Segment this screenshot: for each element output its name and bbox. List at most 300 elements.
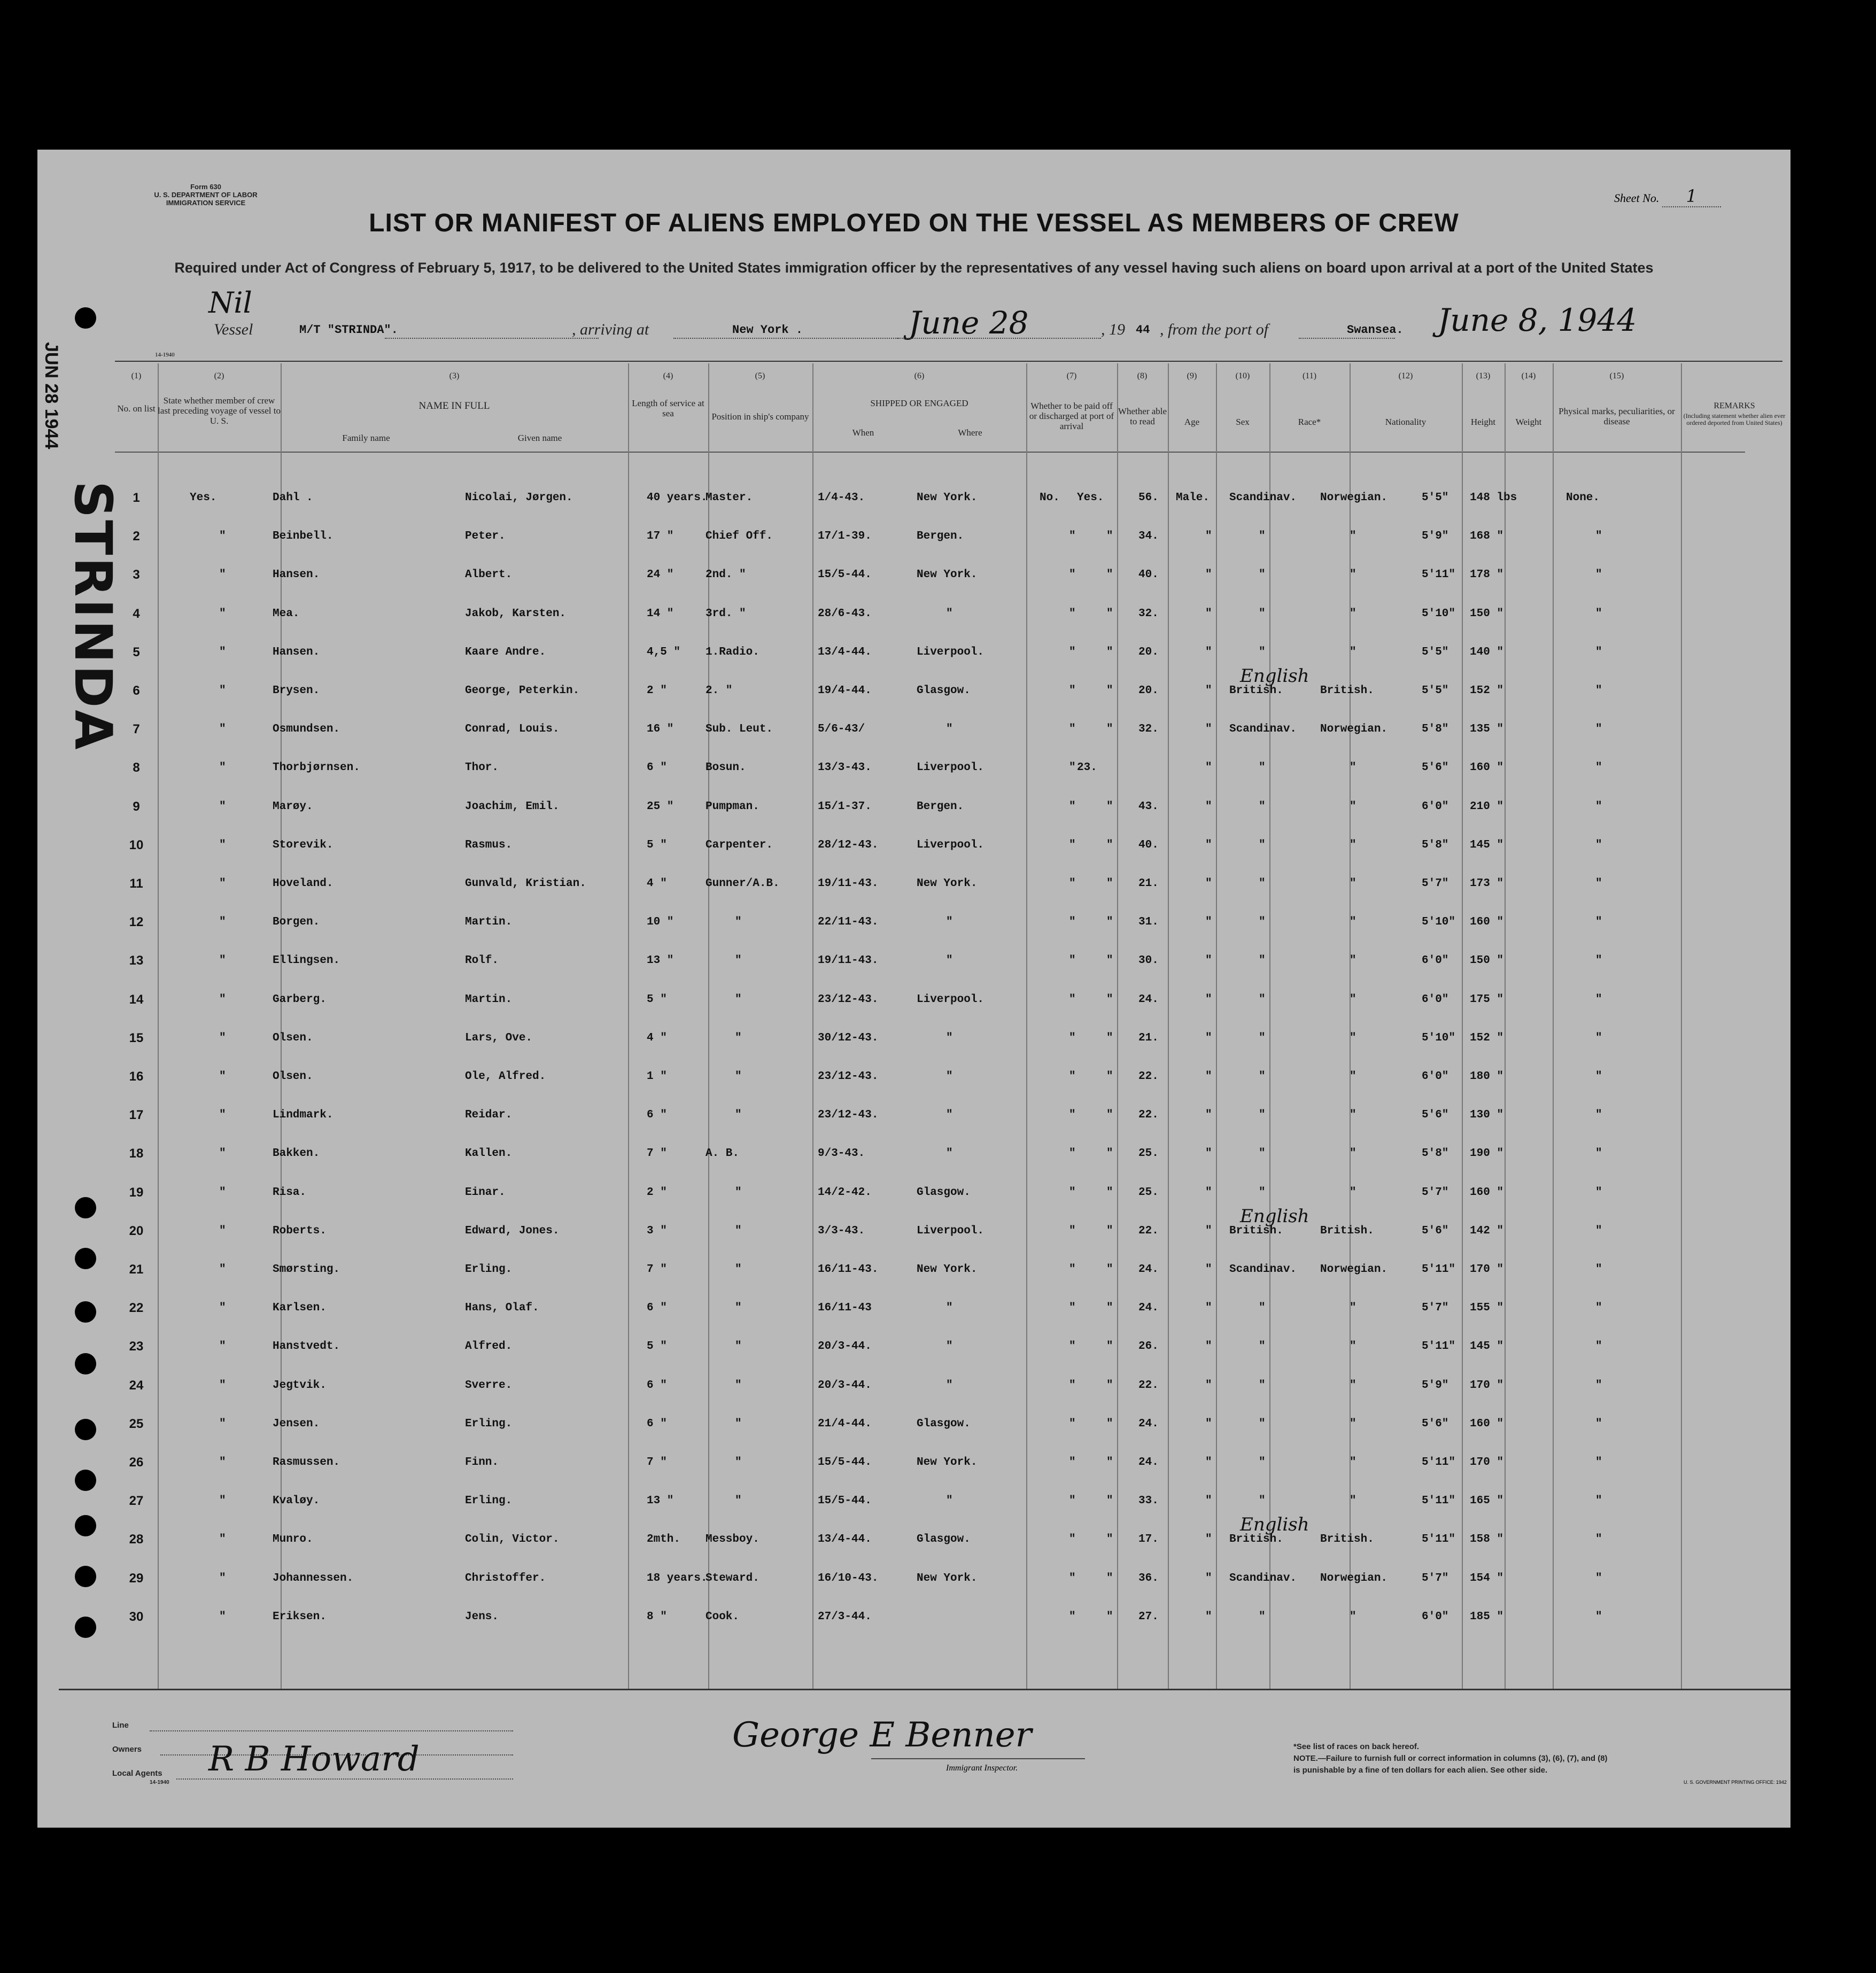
length-of-service-cell: 10 "	[647, 916, 674, 928]
weight-cell: 180 "	[1470, 1070, 1504, 1083]
shipped-when-cell: 3/3-43.	[818, 1225, 865, 1237]
race-cell: Scandinav.	[1229, 1572, 1297, 1584]
weight-cell: 170 "	[1470, 1379, 1504, 1392]
shipped-where-cell: Bergen.	[917, 801, 964, 813]
header-shipped: SHIPPED OR ENGAGED	[870, 398, 968, 408]
row-number: 8	[133, 760, 140, 775]
family-name-cell: Jensen.	[273, 1418, 320, 1430]
given-name-cell: Christoffer.	[465, 1572, 546, 1584]
row-number: 6	[133, 683, 140, 698]
nationality-cell: "	[1350, 839, 1356, 851]
length-of-service-cell: 40 years.	[647, 492, 708, 504]
age-cell: 40.	[1138, 839, 1159, 851]
header-family: Family name	[342, 433, 390, 443]
nationality-cell: "	[1350, 1109, 1356, 1121]
age-cell: 24.	[1138, 1456, 1159, 1469]
shipped-when-cell: 14/2-42.	[818, 1186, 872, 1199]
position-cell: "	[735, 1186, 742, 1199]
header-height: Height	[1470, 417, 1496, 427]
race-cell: "	[1259, 646, 1266, 658]
given-name-cell: Einar.	[465, 1186, 506, 1199]
physical-marks-cell: "	[1595, 993, 1602, 1006]
height-cell: 6'0"	[1422, 954, 1449, 967]
column-divider	[812, 363, 813, 1689]
weight-cell: 170 "	[1470, 1456, 1504, 1469]
race-cell: "	[1259, 1379, 1266, 1392]
binder-hole	[75, 1248, 96, 1269]
column-divider	[1216, 363, 1217, 1689]
column-number: (4)	[663, 371, 673, 380]
physical-marks-cell: "	[1595, 1070, 1602, 1083]
shipped-when-cell: 15/5-44.	[818, 569, 872, 581]
race-cell: "	[1259, 1070, 1266, 1083]
shipped-where-cell: New York.	[917, 1572, 978, 1584]
weight-cell: 158 "	[1470, 1533, 1504, 1545]
physical-marks-cell: "	[1595, 1533, 1602, 1545]
race-cell: "	[1259, 954, 1266, 967]
race-cell: "	[1259, 801, 1266, 813]
year-prefix: , 19	[1101, 321, 1125, 338]
family-name-cell: Kvaløy.	[273, 1495, 320, 1507]
shipped-where-cell: "	[946, 954, 953, 967]
physical-marks-cell: "	[1595, 839, 1602, 851]
length-of-service-cell: 6 "	[647, 1379, 667, 1392]
able-to-read-cell: "	[1106, 877, 1113, 890]
weight-cell: 175 "	[1470, 993, 1504, 1006]
handwritten-vessel-name: STRINDA	[63, 481, 123, 752]
length-of-service-cell: 18 years.	[647, 1572, 708, 1584]
given-name-cell: Erling.	[465, 1418, 513, 1430]
state-cell: "	[219, 1379, 226, 1392]
note-fine-1: NOTE.—Failure to furnish full or correct information in columns (3), (6), (7), and (8)	[1293, 1754, 1608, 1763]
able-to-read-cell: "	[1106, 954, 1113, 967]
position-cell: "	[735, 1032, 742, 1044]
row-number: 15	[129, 1031, 144, 1045]
paid-off-cell: "	[1069, 1533, 1076, 1545]
shipped-where-cell: "	[946, 1032, 953, 1044]
family-name-cell: Hoveland.	[273, 877, 334, 890]
binder-hole	[75, 1353, 96, 1374]
height-cell: 5'8"	[1422, 839, 1449, 851]
from-label: , from the port of	[1160, 321, 1269, 338]
position-cell: "	[735, 1379, 742, 1392]
shipped-when-cell: 13/4-44.	[818, 646, 872, 658]
row-number: 2	[133, 529, 140, 543]
column-number: (10)	[1235, 371, 1250, 380]
race-cell: Scandinav.	[1229, 492, 1297, 504]
column-number: (3)	[449, 371, 460, 380]
shipped-where-cell: "	[946, 1302, 953, 1314]
weight-cell: 140 "	[1470, 646, 1504, 658]
given-name-cell: Colin, Victor.	[465, 1533, 560, 1545]
shipped-where-cell: New York.	[917, 877, 978, 890]
sex-cell: "	[1205, 1495, 1212, 1507]
age-cell: 21.	[1138, 877, 1159, 890]
physical-marks-cell: "	[1595, 1495, 1602, 1507]
paid-off-cell: "	[1069, 723, 1076, 735]
race-correction-note: English	[1240, 665, 1309, 687]
column-divider	[1462, 363, 1463, 1689]
paid-off-cell: "	[1069, 1495, 1076, 1507]
state-cell: "	[219, 1302, 226, 1314]
length-of-service-cell: 8 "	[647, 1611, 667, 1623]
height-cell: 5'11"	[1422, 1533, 1456, 1545]
shipped-when-cell: 13/4-44.	[818, 1533, 872, 1545]
weight-cell: 145 "	[1470, 1340, 1504, 1353]
state-cell: "	[219, 569, 226, 581]
paid-off-cell: "	[1069, 1456, 1076, 1469]
column-divider	[1168, 363, 1169, 1689]
shipped-when-cell: 20/3-44.	[818, 1379, 872, 1392]
sex-cell: "	[1205, 1032, 1212, 1044]
age-cell: 21.	[1138, 1032, 1159, 1044]
footer-owners-label: Owners	[112, 1745, 142, 1754]
row-number: 18	[129, 1146, 144, 1161]
row-number: 7	[133, 722, 140, 736]
shipped-where-cell: Glasgow.	[917, 1533, 971, 1545]
height-cell: 6'0"	[1422, 993, 1449, 1006]
paid-off-cell: "	[1069, 762, 1076, 774]
paid-off-cell: "	[1069, 916, 1076, 928]
state-cell: "	[219, 1225, 226, 1237]
race-cell: Scandinav.	[1229, 723, 1297, 735]
shipped-where-cell: "	[946, 723, 953, 735]
nil-mark: Nil	[208, 286, 252, 320]
weight-cell: 210 "	[1470, 801, 1504, 813]
age-cell: 24.	[1138, 1263, 1159, 1276]
age-cell: 24.	[1138, 1302, 1159, 1314]
race-cell: "	[1259, 839, 1266, 851]
position-cell: 2nd. "	[706, 569, 746, 581]
given-name-cell: Jens.	[465, 1611, 499, 1623]
race-cell: "	[1259, 877, 1266, 890]
nationality-cell: "	[1350, 916, 1356, 928]
shipped-when-cell: 13/3-43.	[818, 762, 872, 774]
sex-cell: "	[1205, 1225, 1212, 1237]
shipped-where-cell: Glasgow.	[917, 1418, 971, 1430]
state-cell: "	[219, 1611, 226, 1623]
height-cell: 6'0"	[1422, 1611, 1449, 1623]
shipped-where-cell: Liverpool.	[917, 839, 984, 851]
row-number: 22	[129, 1301, 144, 1315]
form-number: Form 630	[190, 183, 221, 191]
column-divider	[1681, 363, 1682, 1689]
shipped-when-cell: 28/12-43.	[818, 839, 879, 851]
state-cell: "	[219, 916, 226, 928]
race-cell: "	[1259, 1495, 1266, 1507]
state-cell: "	[219, 1495, 226, 1507]
inspector-signature-line	[871, 1758, 1085, 1759]
shipped-when-cell: 19/11-43.	[818, 954, 879, 967]
header-name: NAME IN FULL	[418, 400, 490, 411]
length-of-service-cell: 7 "	[647, 1456, 667, 1469]
physical-marks-cell: "	[1595, 1302, 1602, 1314]
column-divider	[1553, 363, 1554, 1689]
race-cell: "	[1259, 1186, 1266, 1199]
able-to-read-cell: "	[1106, 530, 1113, 542]
family-name-cell: Mea.	[273, 608, 300, 620]
able-to-read-cell: 23.	[1077, 762, 1097, 774]
physical-marks-cell: "	[1595, 1340, 1602, 1353]
able-to-read-cell: "	[1106, 1572, 1113, 1584]
binder-hole	[75, 1419, 96, 1440]
height-cell: 5'10"	[1422, 1032, 1456, 1044]
state-cell: "	[219, 1186, 226, 1199]
footer-line-label: Line	[112, 1721, 129, 1730]
family-name-cell: Johannessen.	[273, 1572, 354, 1584]
weight-cell: 165 "	[1470, 1495, 1504, 1507]
sex-cell: "	[1205, 916, 1212, 928]
weight-cell: 178 "	[1470, 569, 1504, 581]
weight-cell: 142 "	[1470, 1225, 1504, 1237]
age-cell: 36.	[1138, 1572, 1159, 1584]
paid-off-cell: No.	[1040, 492, 1060, 504]
race-cell: "	[1259, 1418, 1266, 1430]
row-number: 30	[129, 1610, 144, 1624]
family-name-cell: Munro.	[273, 1533, 313, 1545]
shipped-when-cell: 5/6-43/	[818, 723, 865, 735]
nationality-cell: "	[1350, 1456, 1356, 1469]
physical-marks-cell: None.	[1566, 492, 1600, 504]
shipped-where-cell: Bergen.	[917, 530, 964, 542]
inspector-label: Immigrant Inspector.	[946, 1764, 1018, 1773]
height-cell: 5'10"	[1422, 916, 1456, 928]
position-cell: "	[735, 1340, 742, 1353]
position-cell: Bosun.	[706, 762, 746, 774]
able-to-read-cell: "	[1106, 1340, 1113, 1353]
length-of-service-cell: 7 "	[647, 1263, 667, 1276]
physical-marks-cell: "	[1595, 608, 1602, 620]
age-cell: 17.	[1138, 1533, 1159, 1545]
row-number: 4	[133, 607, 140, 621]
race-cell: "	[1259, 569, 1266, 581]
given-name-cell: Gunvald, Kristian.	[465, 877, 586, 890]
binder-hole	[75, 1197, 96, 1218]
family-name-cell: Smørsting.	[273, 1263, 340, 1276]
age-cell: 27.	[1138, 1611, 1159, 1623]
height-cell: 5'7"	[1422, 1572, 1449, 1584]
paid-off-cell: "	[1069, 839, 1076, 851]
header-nationality: Nationality	[1385, 417, 1427, 427]
length-of-service-cell: 5 "	[647, 993, 667, 1006]
sex-cell: "	[1205, 1263, 1212, 1276]
state-cell: "	[219, 954, 226, 967]
age-cell: 20.	[1138, 646, 1159, 658]
able-to-read-cell: "	[1106, 1533, 1113, 1545]
height-cell: 6'0"	[1422, 801, 1449, 813]
footer-agents-label: Local Agents	[112, 1769, 162, 1778]
sex-cell: "	[1205, 1340, 1212, 1353]
physical-marks-cell: "	[1595, 1572, 1602, 1584]
sex-cell: "	[1205, 1456, 1212, 1469]
family-name-cell: Olsen.	[273, 1070, 313, 1083]
nationality-cell: Norwegian.	[1320, 1263, 1388, 1276]
able-to-read-cell: "	[1106, 1070, 1113, 1083]
able-to-read-cell: "	[1106, 1379, 1113, 1392]
sex-cell: "	[1205, 1147, 1212, 1160]
row-number: 12	[129, 915, 144, 929]
race-cell: British.	[1229, 1225, 1283, 1237]
nationality-cell: "	[1350, 569, 1356, 581]
length-of-service-cell: 14 "	[647, 608, 674, 620]
length-of-service-cell: 5 "	[647, 1340, 667, 1353]
race-correction-note: English	[1240, 1514, 1309, 1535]
state-cell: "	[219, 1032, 226, 1044]
column-number: (11)	[1302, 371, 1317, 380]
position-cell: "	[735, 1109, 742, 1121]
physical-marks-cell: "	[1595, 1032, 1602, 1044]
shipped-where-cell: New York.	[917, 1456, 978, 1469]
state-cell: "	[219, 1418, 226, 1430]
page-title: LIST OR MANIFEST OF ALIENS EMPLOYED ON THE VESSEL AS MEMBERS OF CREW	[369, 209, 1459, 237]
state-cell: "	[219, 1572, 226, 1584]
note-races: *See list of races on back hereof.	[1293, 1742, 1420, 1751]
height-cell: 5'6"	[1422, 762, 1449, 774]
given-name-cell: George, Peterkin.	[465, 685, 580, 697]
position-cell: Chief Off.	[706, 530, 773, 542]
state-cell: "	[219, 1340, 226, 1353]
given-name-cell: Erling.	[465, 1263, 513, 1276]
state-cell: "	[219, 608, 226, 620]
row-number: 3	[133, 568, 140, 582]
nationality-cell: "	[1350, 1302, 1356, 1314]
state-cell: "	[219, 530, 226, 542]
paid-off-cell: "	[1069, 1572, 1076, 1584]
state-cell: "	[219, 1070, 226, 1083]
given-name-cell: Albert.	[465, 569, 513, 581]
able-to-read-cell: "	[1106, 569, 1113, 581]
agent-signature: R B Howard	[208, 1739, 420, 1779]
shipped-where-cell: "	[946, 1109, 953, 1121]
header-given: Given name	[517, 433, 562, 443]
able-to-read-cell: "	[1106, 1456, 1113, 1469]
arriving-port: New York .	[732, 323, 803, 337]
nationality-cell: "	[1350, 801, 1356, 813]
paid-off-cell: "	[1069, 1225, 1076, 1237]
given-name-cell: Ole, Alfred.	[465, 1070, 546, 1083]
height-cell: 5'11"	[1422, 569, 1456, 581]
column-divider	[1350, 363, 1351, 1689]
family-name-cell: Storevik.	[273, 839, 334, 851]
shipped-when-cell: 30/12-43.	[818, 1032, 879, 1044]
paid-off-cell: "	[1069, 1109, 1076, 1121]
nationality-cell: "	[1350, 762, 1356, 774]
age-cell: 56.	[1138, 492, 1159, 504]
shipped-when-cell: 19/11-43.	[818, 877, 879, 890]
shipped-when-cell: 23/12-43.	[818, 1070, 879, 1083]
nationality-cell: "	[1350, 1418, 1356, 1430]
physical-marks-cell: "	[1595, 1186, 1602, 1199]
position-cell: "	[735, 1418, 742, 1430]
physical-marks-cell: "	[1595, 1611, 1602, 1623]
shipped-when-cell: 15/1-37.	[818, 801, 872, 813]
race-cell: "	[1259, 1109, 1266, 1121]
nationality-cell: Norwegian.	[1320, 723, 1388, 735]
weight-cell: 148 lbs	[1470, 492, 1517, 504]
shipped-when-cell: 16/11-43	[818, 1302, 872, 1314]
form-code: 14-1940	[155, 352, 175, 358]
length-of-service-cell: 7 "	[647, 1147, 667, 1160]
height-cell: 5'9"	[1422, 530, 1449, 542]
physical-marks-cell: "	[1595, 1109, 1602, 1121]
sex-cell: "	[1205, 1302, 1212, 1314]
sex-cell: "	[1205, 839, 1212, 851]
length-of-service-cell: 6 "	[647, 1418, 667, 1430]
sex-cell: "	[1205, 1418, 1212, 1430]
length-of-service-cell: 17 "	[647, 530, 674, 542]
paid-off-cell: "	[1069, 1340, 1076, 1353]
nationality-cell: Norwegian.	[1320, 492, 1388, 504]
family-name-cell: Hansen.	[273, 646, 320, 658]
shipped-where-cell: New York.	[917, 1263, 978, 1276]
from-port: Swansea.	[1347, 323, 1404, 337]
sex-cell: "	[1205, 646, 1212, 658]
age-cell: 34.	[1138, 530, 1159, 542]
height-cell: 5'8"	[1422, 1147, 1449, 1160]
state-cell: "	[219, 993, 226, 1006]
paid-off-cell: "	[1069, 608, 1076, 620]
length-of-service-cell: 6 "	[647, 762, 667, 774]
given-name-cell: Lars, Ove.	[465, 1032, 533, 1044]
race-cell: "	[1259, 1340, 1266, 1353]
physical-marks-cell: "	[1595, 723, 1602, 735]
family-name-cell: Jegtvik.	[273, 1379, 327, 1392]
height-cell: 5'6"	[1422, 1109, 1449, 1121]
able-to-read-cell: "	[1106, 1611, 1113, 1623]
paid-off-cell: "	[1069, 1263, 1076, 1276]
weight-cell: 152 "	[1470, 685, 1504, 697]
given-name-cell: Kaare Andre.	[465, 646, 546, 658]
nationality-cell: British.	[1320, 685, 1374, 697]
column-divider	[1026, 363, 1027, 1689]
paid-off-cell: "	[1069, 646, 1076, 658]
column-divider	[628, 363, 629, 1689]
physical-marks-cell: "	[1595, 685, 1602, 697]
nationality-cell: "	[1350, 1070, 1356, 1083]
age-cell: 25.	[1138, 1147, 1159, 1160]
sex-cell: "	[1205, 569, 1212, 581]
shipped-where-cell: New York.	[917, 569, 978, 581]
sex-cell: "	[1205, 723, 1212, 735]
weight-cell: 155 "	[1470, 1302, 1504, 1314]
weight-cell: 145 "	[1470, 839, 1504, 851]
nationality-cell: "	[1350, 1147, 1356, 1160]
header-age: Age	[1184, 417, 1200, 427]
position-cell: "	[735, 1302, 742, 1314]
physical-marks-cell: "	[1595, 1225, 1602, 1237]
shipped-when-cell: 20/3-44.	[818, 1340, 872, 1353]
shipped-where-cell: Liverpool.	[917, 646, 984, 658]
column-divider	[1117, 363, 1118, 1689]
row-number: 23	[129, 1339, 144, 1354]
shipped-when-cell: 21/4-44.	[818, 1418, 872, 1430]
given-name-cell: Alfred.	[465, 1340, 513, 1353]
weight-cell: 168 "	[1470, 530, 1504, 542]
column-number: (2)	[214, 371, 224, 380]
race-cell: "	[1259, 1456, 1266, 1469]
length-of-service-cell: 4 "	[647, 877, 667, 890]
shipped-when-cell: 28/6-43.	[818, 608, 872, 620]
shipped-where-cell: "	[946, 1379, 953, 1392]
sheet-number	[1614, 186, 1721, 207]
position-cell: Cook.	[706, 1611, 740, 1623]
physical-marks-cell: "	[1595, 646, 1602, 658]
physical-marks-cell: "	[1595, 1263, 1602, 1276]
physical-marks-cell: "	[1595, 762, 1602, 774]
shipped-where-cell: "	[946, 1340, 953, 1353]
position-cell: Gunner/A.B.	[706, 877, 780, 890]
age-cell: 25.	[1138, 1186, 1159, 1199]
